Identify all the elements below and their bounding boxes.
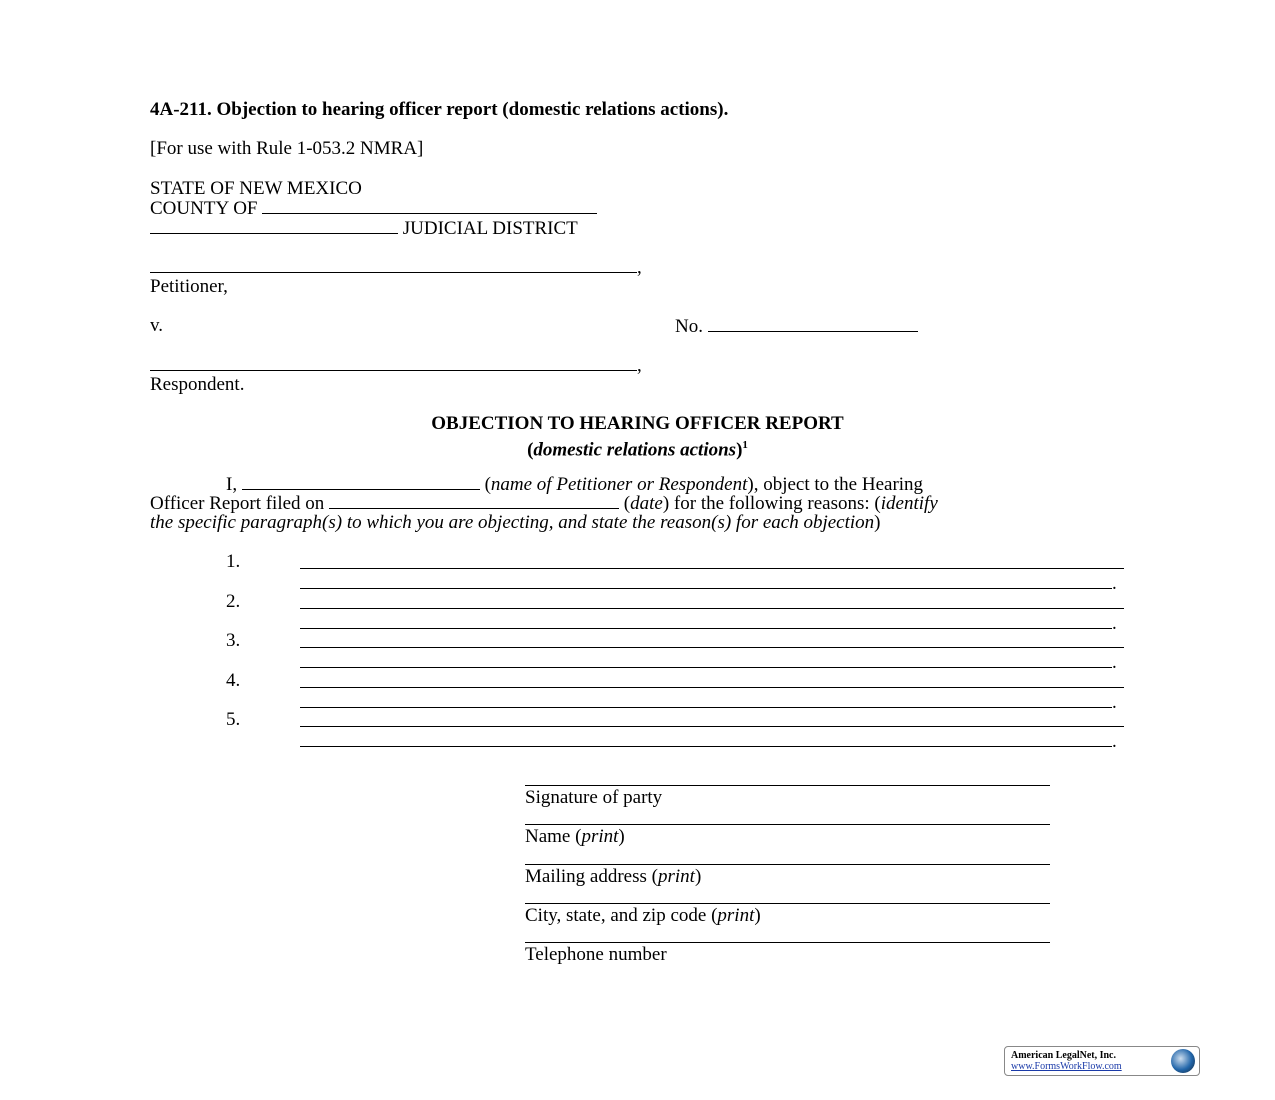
rule-note: [For use with Rule 1-053.2 NMRA] xyxy=(150,138,424,159)
print-hint: print xyxy=(717,904,755,926)
respondent-label: Respondent. xyxy=(150,374,245,395)
county-blank[interactable] xyxy=(262,197,597,214)
i-text: I, xyxy=(226,474,238,495)
paren: ( xyxy=(527,439,534,461)
signature-field-label xyxy=(525,866,701,888)
name-hint: name of Petitioner or Respondent xyxy=(490,474,748,495)
paren: ( xyxy=(623,493,631,514)
objection-line[interactable] xyxy=(300,568,1124,569)
period: . xyxy=(1112,731,1117,752)
objection-line[interactable] xyxy=(300,667,1112,668)
petitioner-blank[interactable] xyxy=(150,256,637,273)
signature-field-label xyxy=(525,787,662,809)
document-heading: OBJECTION TO HEARING OFFICER REPORT xyxy=(431,413,844,434)
signature-field-line[interactable] xyxy=(525,824,1050,825)
case-number-line xyxy=(675,315,918,338)
logo-name: American LegalNet, Inc. xyxy=(1011,1050,1116,1061)
signature-field-label xyxy=(525,826,625,848)
subtitle: domestic relations actions xyxy=(533,439,737,461)
objection-number: 4. xyxy=(226,669,241,691)
district-blank[interactable] xyxy=(150,217,398,234)
print-hint: print xyxy=(657,865,695,887)
report-date-blank[interactable] xyxy=(329,492,619,509)
footnote-mark: 1 xyxy=(742,439,748,451)
objection-number: 3. xyxy=(226,630,241,651)
filed-on-text: Officer Report filed on xyxy=(150,493,325,514)
objection-line[interactable] xyxy=(300,687,1124,688)
logo-url[interactable]: www.FormsWorkFlow.com xyxy=(1011,1061,1122,1072)
instruction-text: the specific paragraph(s) to which you are objecting, and state the reason(s) for each objection xyxy=(150,512,875,533)
body-line-3 xyxy=(150,512,880,534)
comma: , xyxy=(637,355,642,376)
signature-field-line[interactable] xyxy=(525,785,1050,786)
paren: ) xyxy=(736,439,743,461)
objection-number: 2. xyxy=(226,590,241,612)
objection-line[interactable] xyxy=(300,746,1112,747)
paren: ) xyxy=(754,904,761,926)
objection-line[interactable] xyxy=(300,647,1124,648)
identify-text: identify xyxy=(880,493,938,514)
globe-icon xyxy=(1171,1049,1195,1073)
form-title: 4A-211. Objection to hearing officer report (domestic relations actions). xyxy=(150,99,729,120)
party-name-blank[interactable] xyxy=(242,473,480,490)
label-text: Signature of party xyxy=(525,787,663,808)
period: . xyxy=(1112,691,1117,713)
paren: ) xyxy=(618,826,625,848)
signature-field-label xyxy=(525,905,761,927)
objection-line[interactable] xyxy=(300,628,1112,629)
case-number-label: No. xyxy=(675,316,703,337)
paren: ) xyxy=(874,512,881,533)
objection-line[interactable] xyxy=(300,726,1124,727)
objection-line[interactable] xyxy=(300,707,1112,708)
signature-field-line[interactable] xyxy=(525,942,1050,943)
district-line xyxy=(150,217,578,240)
paren: ) xyxy=(694,865,702,887)
signature-field-label xyxy=(525,944,667,966)
signature-field-line[interactable] xyxy=(525,864,1050,865)
label-text: Telephone number xyxy=(525,944,667,966)
date-hint: date xyxy=(630,493,663,514)
district-label: JUDICIAL DISTRICT xyxy=(402,218,578,239)
objection-line[interactable] xyxy=(300,588,1112,589)
reasons-text: ) for the following reasons: ( xyxy=(662,493,881,514)
object-text: ), object to the Hearing xyxy=(747,474,924,495)
label-text: Mailing address ( xyxy=(525,865,658,887)
comma: , xyxy=(637,257,642,278)
signature-field-line[interactable] xyxy=(525,903,1050,904)
american-legalnet-logo xyxy=(1004,1046,1200,1076)
period: . xyxy=(1112,652,1117,673)
document-subheading xyxy=(0,434,1275,461)
print-hint: print xyxy=(581,826,619,848)
county-label: COUNTY OF xyxy=(150,198,258,219)
state-label: STATE OF NEW MEXICO xyxy=(150,178,362,199)
label-text: City, state, and zip code ( xyxy=(525,904,718,926)
versus-label: v. xyxy=(150,315,164,336)
objection-number: 1. xyxy=(226,551,241,572)
period: . xyxy=(1112,612,1117,634)
case-number-blank[interactable] xyxy=(708,315,918,332)
period: . xyxy=(1112,573,1117,594)
objection-number: 5. xyxy=(226,709,241,730)
objection-line[interactable] xyxy=(300,608,1124,609)
label-text: Name ( xyxy=(525,826,582,848)
petitioner-label: Petitioner, xyxy=(150,276,228,297)
respondent-blank[interactable] xyxy=(150,354,637,371)
paren: ( xyxy=(484,474,491,495)
